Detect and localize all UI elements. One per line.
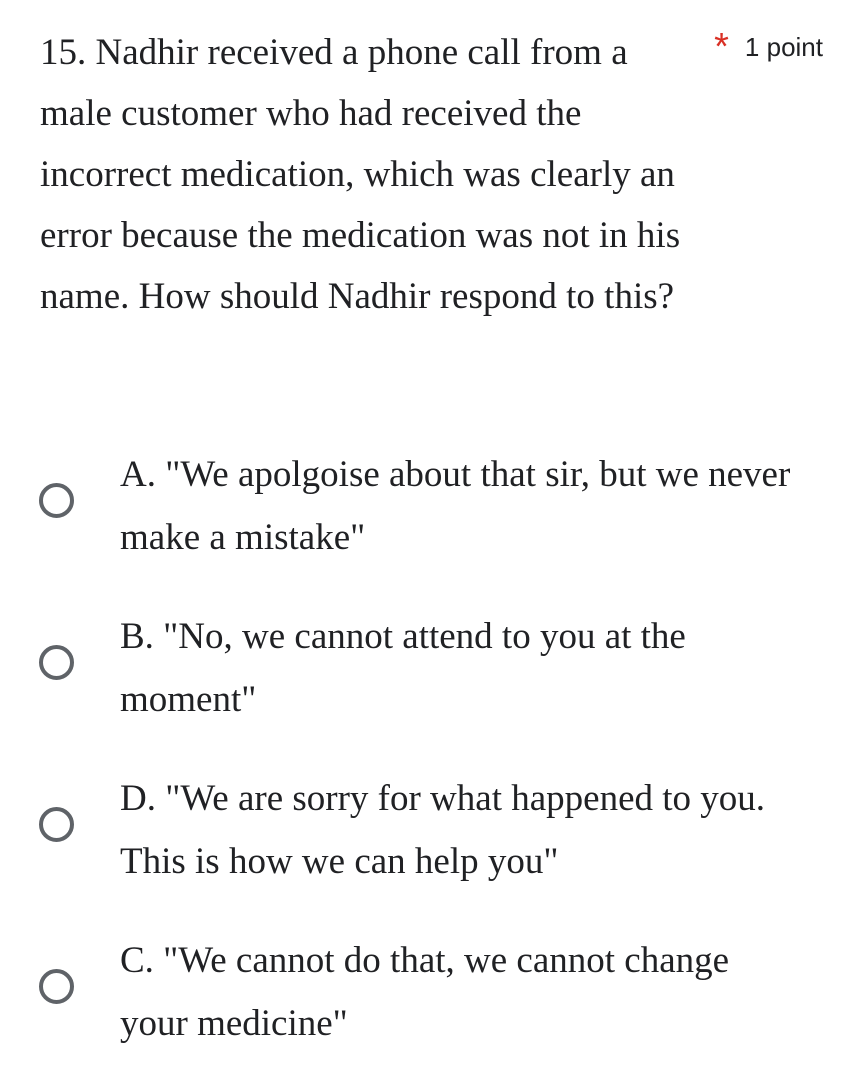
radio-button[interactable] — [39, 645, 74, 680]
option-label[interactable]: D. "We are sorry for what happened to you. This is how we can help you" — [120, 778, 766, 882]
option-label[interactable]: C. "We cannot do that, we cannot change your medicine" — [120, 940, 730, 1044]
points-label: 1 point — [744, 32, 823, 62]
radio-button[interactable] — [39, 483, 74, 518]
radio-button[interactable] — [39, 969, 74, 1004]
answer-options — [0, 443, 851, 1091]
option-label[interactable]: A. "We apolgoise about that sir, but we never make a mistake" — [120, 454, 791, 558]
option-label[interactable]: B. "No, we cannot attend to you at the moment" — [120, 616, 686, 720]
radio-button[interactable] — [39, 807, 74, 842]
required-asterisk: * — [714, 26, 729, 68]
option-b[interactable] — [0, 605, 851, 767]
option-d[interactable] — [0, 767, 851, 929]
option-a[interactable] — [0, 443, 851, 605]
question-meta — [714, 26, 823, 68]
question-text: 15. Nadhir received a phone call from a male customer who had received the incorrect medication, which was clearly an error because the medication was not in his name. How should Nadhir respond to this? — [40, 32, 681, 317]
option-c[interactable] — [0, 929, 851, 1091]
